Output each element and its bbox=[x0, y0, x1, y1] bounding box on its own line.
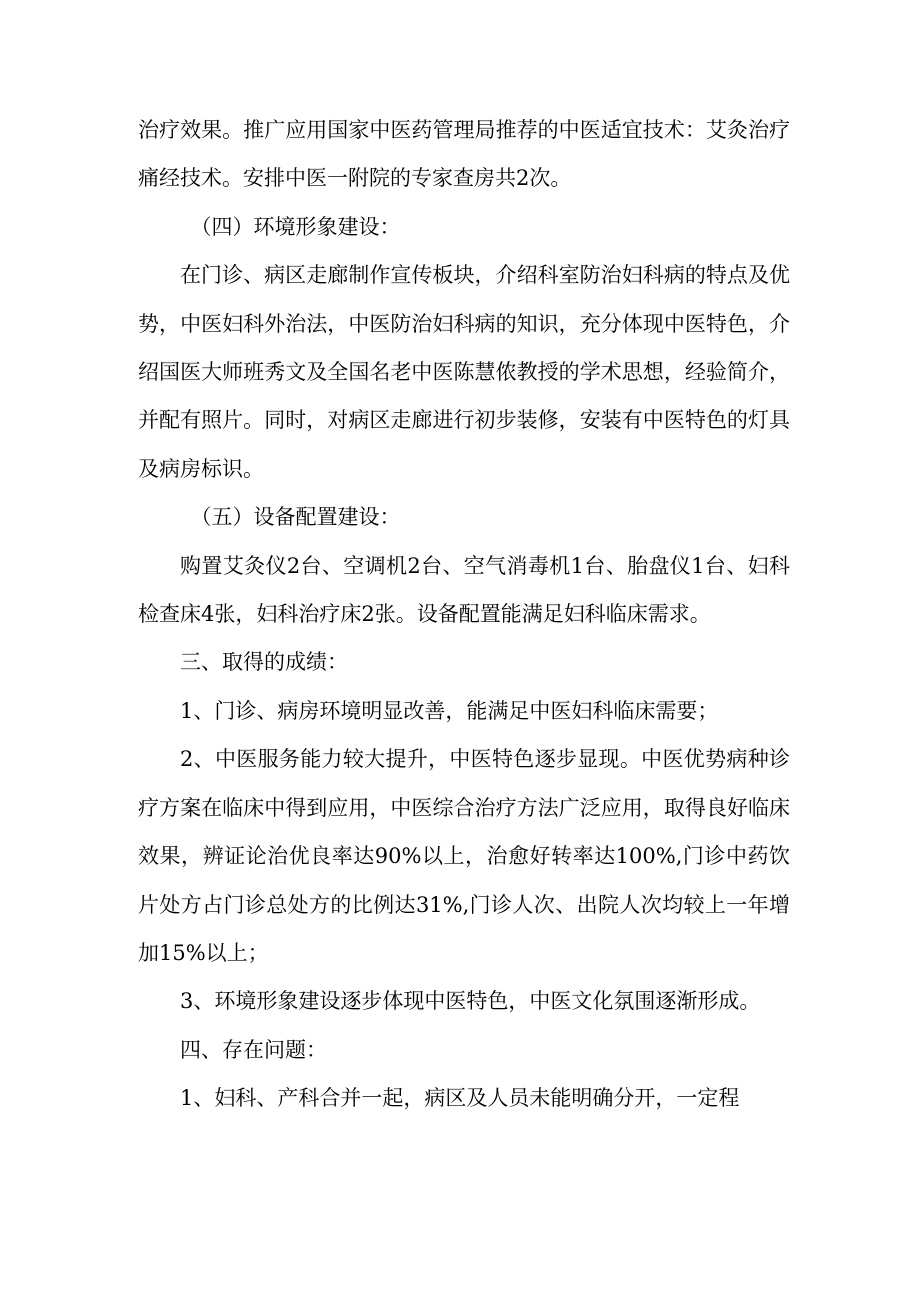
list-item-problem-1: 1、妇科、产科合并一起，病区及人员未能明确分开，一定程 bbox=[180, 1086, 740, 1111]
heading-existing-problems: 四、存在问题： bbox=[180, 1037, 327, 1062]
paragraph-treatment-effect: 治疗效果。推广应用国家中医药管理局推荐的中医适宜技术：艾灸治疗痛经技术。安排中医一附院的专家查房共2次。 bbox=[138, 118, 790, 191]
heading-environment-image: （四）环境形象建设： bbox=[190, 214, 401, 239]
heading-equipment-config: （五）设备配置建设： bbox=[190, 505, 401, 530]
paragraph-environment-image: 在门诊、病区走廊制作宣传板块，介绍科室防治妇科病的特点及优势，中医妇科外治法，中医防治妇科病的知识，充分体现中医特色，介绍国医大师班秀文及全国名老中医陈慧侬教授的学术思想，经验简介，并配有照片。同时，对病区走廊进行初步装修，安装有中医特色的灯具及病房标识。 bbox=[138, 263, 790, 481]
document-body bbox=[138, 106, 790, 1123]
paragraph-equipment-config: 购置艾灸仪2台、空调机2台、空气消毒机1台、胎盘仪1台、妇科检查床4张，妇科治疗床2张。设备配置能满足妇科临床需求。 bbox=[138, 553, 790, 627]
heading-achievements: 三、取得的成绩： bbox=[180, 650, 348, 675]
list-item-achievement-2: 2、中医服务能力较大提升，中医特色逐步显现。中医优势病种诊疗方案在临床中得到应用，中医综合治疗方法广泛应用，取得良好临床效果，辨证论治优良率达90%以上，治愈好转率达100%,门诊中药饮片处方占门诊总处方的比例达31%,门诊人次、出院人次均较上一年增加15%以上； bbox=[138, 747, 790, 965]
list-item-achievement-1: 1、门诊、病房环境明显改善，能满足中医妇科临床需要； bbox=[180, 698, 719, 723]
list-item-achievement-3: 3、环境形象建设逐步体现中医特色，中医文化氛围逐渐形成。 bbox=[180, 989, 761, 1014]
